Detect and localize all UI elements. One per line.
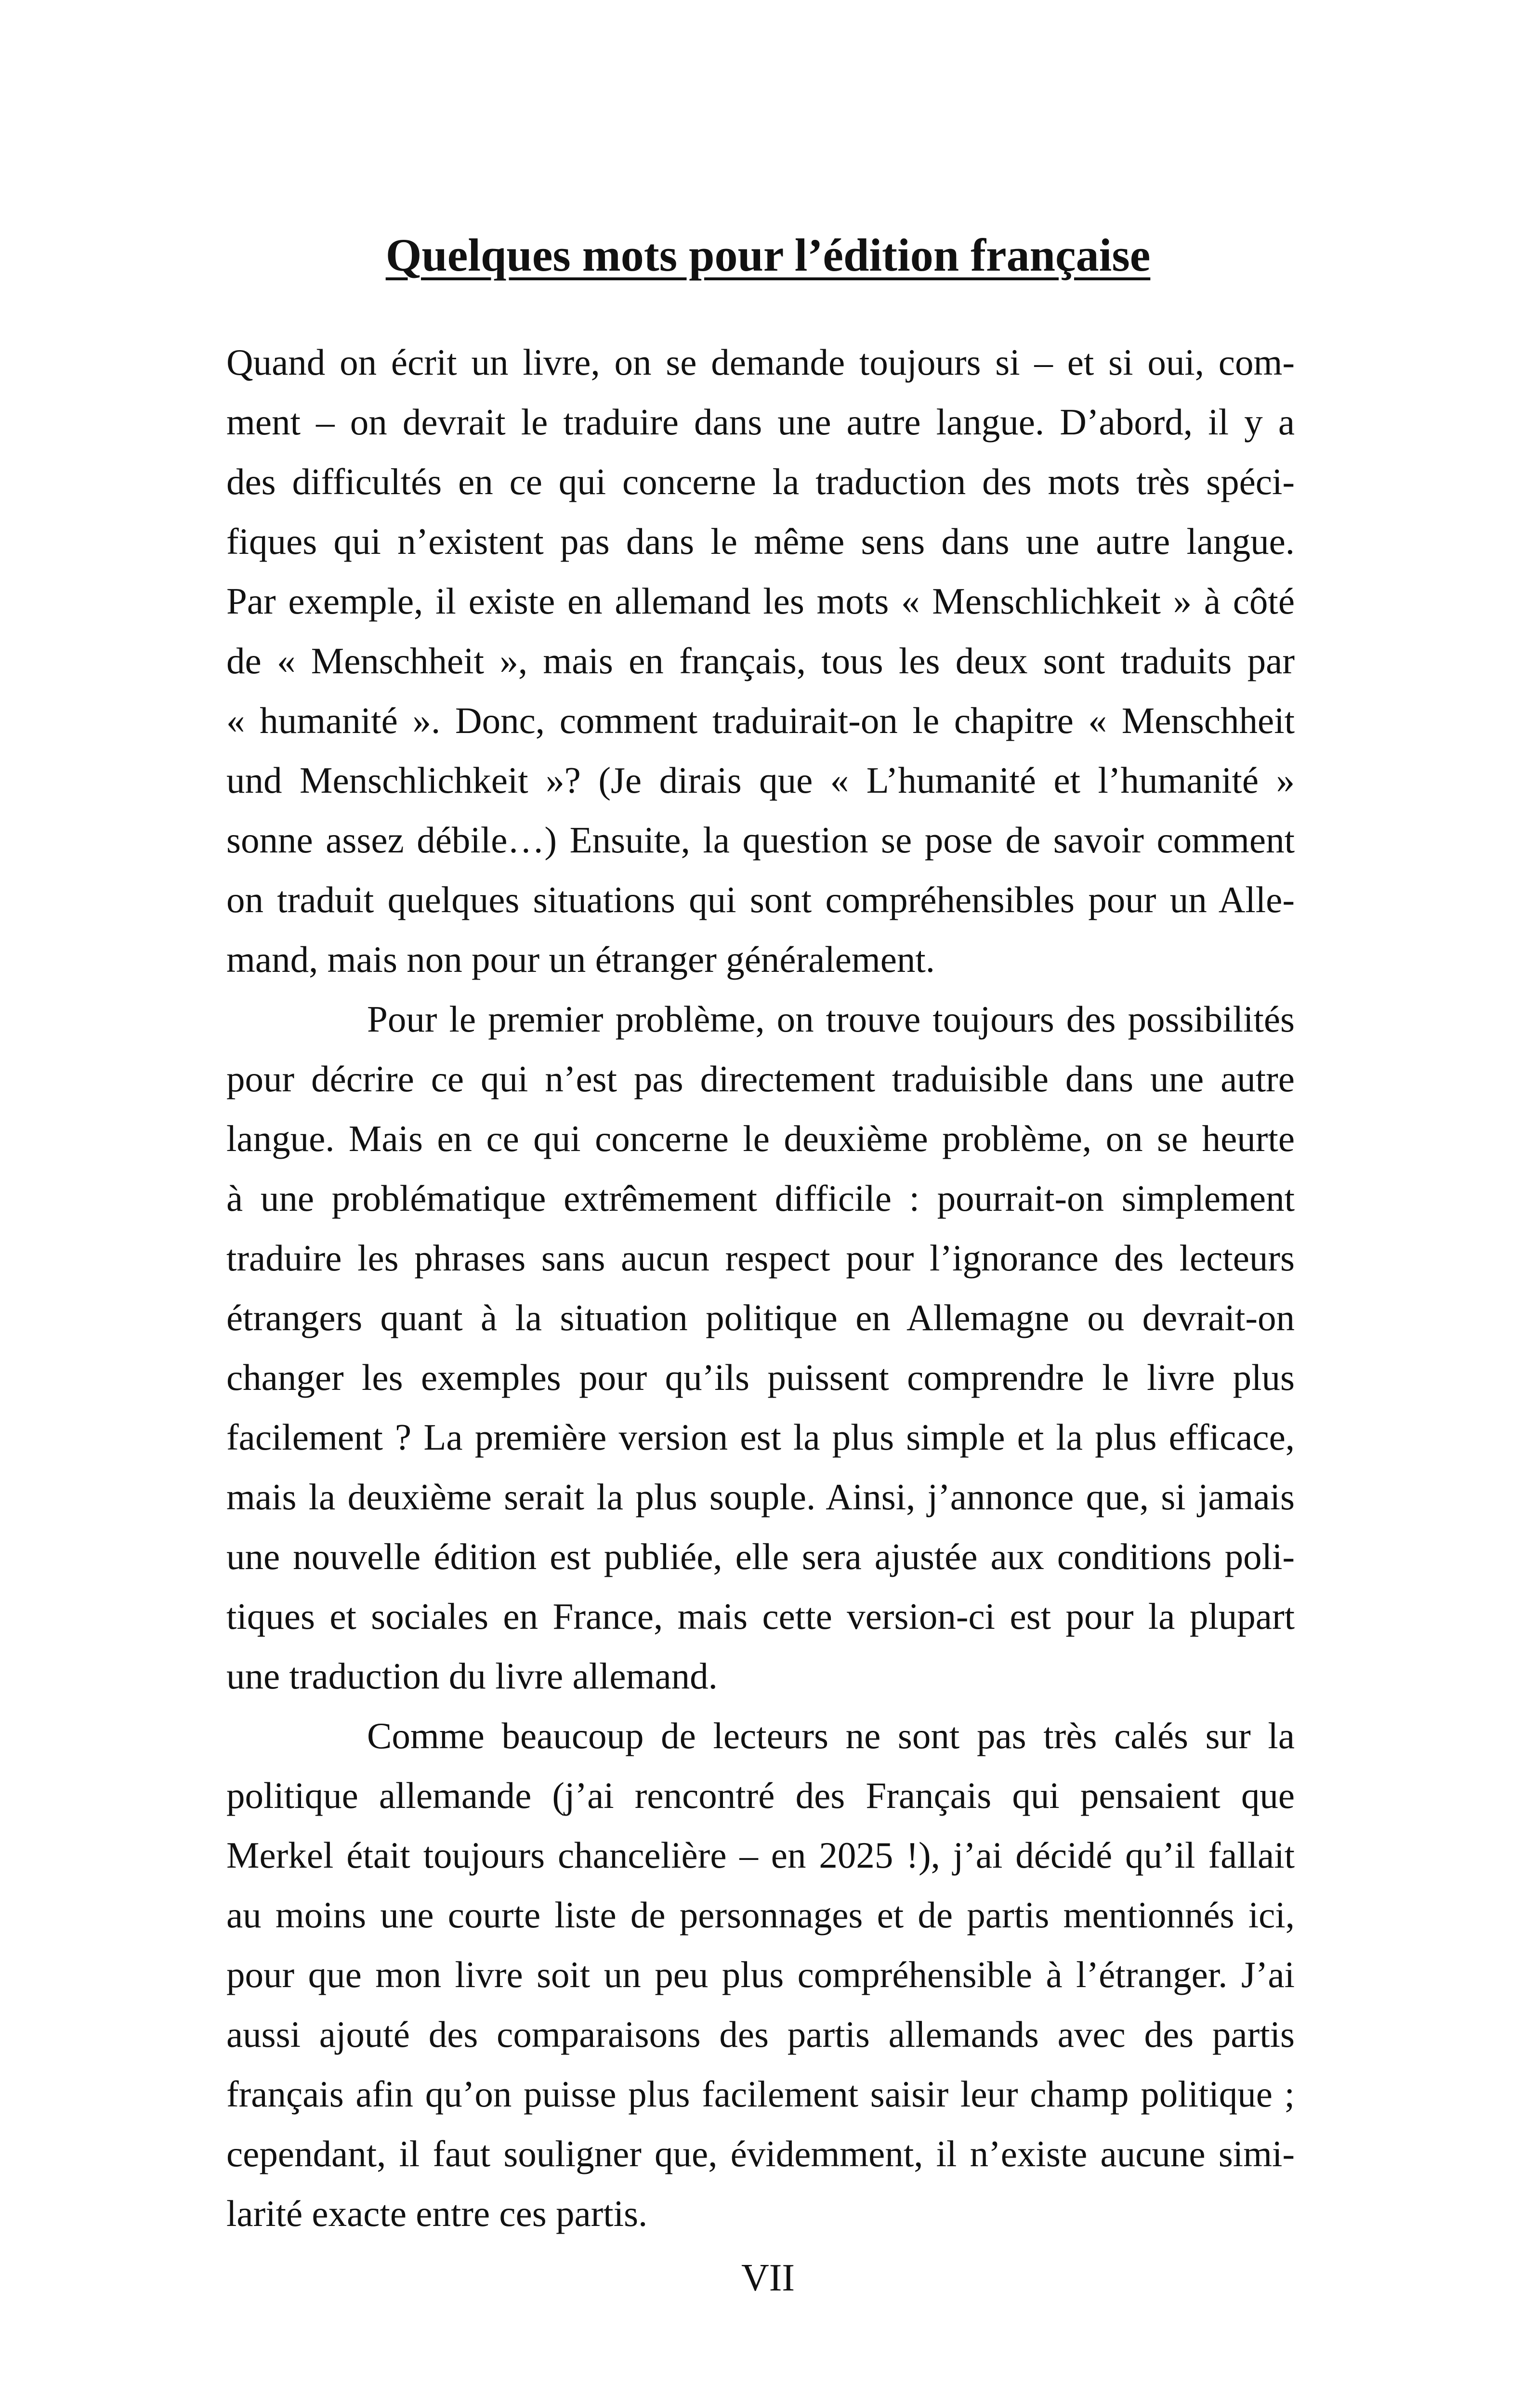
text-line: politique allemande (j’ai rencontré des Français qui pensaient que — [226, 1775, 1295, 1816]
text-line: des difficultés en ce qui concerne la traduction des mots très spéci- — [226, 461, 1295, 502]
text-line: Par exemple, il existe en allemand les mots « Menschlichkeit » à côté — [226, 580, 1295, 622]
text-line: pour que mon livre soit un peu plus compréhensible à l’étranger. J’ai — [226, 1954, 1295, 1995]
paragraph-1 — [226, 332, 1295, 989]
text-line: une nouvelle édition est publiée, elle sera ajustée aux conditions poli- — [226, 1536, 1295, 1577]
text-line: ment – on devrait le traduire dans une autre langue. D’abord, il y a — [226, 401, 1295, 443]
text-line: mais la deuxième serait la plus souple. Ainsi, j’annonce que, si jamais — [226, 1476, 1295, 1518]
text-line: fiques qui n’existent pas dans le même sens dans une autre langue. — [226, 521, 1295, 562]
text-line: cependant, il faut souligner que, évidemment, il n’existe aucune simi- — [226, 2133, 1295, 2174]
text-line: à une problématique extrêmement difficile : pourrait-on simplement — [226, 1178, 1295, 1219]
page-title-text: Quelques mots pour l’édition française — [385, 229, 1151, 281]
text-line: pour décrire ce qui n’est pas directement traduisible dans une autre — [226, 1058, 1295, 1099]
text-line: « humanité ». Donc, comment traduirait-on le chapitre « Menschheit — [226, 700, 1295, 741]
text-line: changer les exemples pour qu’ils puissent comprendre le livre plus — [226, 1357, 1295, 1398]
text-line: Quand on écrit un livre, on se demande toujours si – et si oui, com- — [226, 341, 1295, 383]
text-line: traduire les phrases sans aucun respect pour l’ignorance des lecteurs — [226, 1237, 1295, 1279]
text-line: une traduction du livre allemand. — [226, 1655, 718, 1697]
text-line: Merkel était toujours chancelière – en 2025 !), j’ai décidé qu’il fallait — [226, 1834, 1295, 1876]
text-line: de « Menschheit », mais en français, tous les deux sont traduits par — [226, 640, 1295, 681]
text-line: langue. Mais en ce qui concerne le deuxième problème, on se heurte — [226, 1118, 1295, 1159]
text-line: aussi ajouté des comparaisons des partis allemands avec des partis — [226, 2014, 1295, 2055]
page-title — [0, 226, 1536, 284]
text-line: tiques et sociales en France, mais cette version-ci est pour la plupart — [226, 1596, 1295, 1637]
text-line: on traduit quelques situations qui sont compréhensibles pour un Alle- — [226, 879, 1295, 920]
text-line: larité exacte entre ces partis. — [226, 2193, 648, 2234]
paragraph-2 — [226, 989, 1295, 1706]
text-line: facilement ? La première version est la plus simple et la plus efficace, — [226, 1416, 1295, 1458]
text-line: Pour le premier problème, on trouve toujours des possibilités — [367, 998, 1295, 1040]
body-text — [226, 332, 1295, 2243]
text-line: français afin qu’on puisse plus facilement saisir leur champ politique ; — [226, 2073, 1295, 2115]
text-line: au moins une courte liste de personnages et de partis mentionnés ici, — [226, 1894, 1295, 1936]
text-line: und Menschlichkeit »? (Je dirais que « L’humanité et l’humanité » — [226, 759, 1295, 801]
paragraph-3 — [226, 1706, 1295, 2243]
text-line: étrangers quant à la situation politique en Allemagne ou devrait-on — [226, 1297, 1295, 1338]
text-line: Comme beaucoup de lecteurs ne sont pas très calés sur la — [367, 1715, 1295, 1756]
text-line: sonne assez débile…) Ensuite, la question se pose de savoir comment — [226, 819, 1295, 861]
page-number: VII — [741, 2257, 795, 2299]
text-line: mand, mais non pour un étranger généralement. — [226, 939, 935, 980]
